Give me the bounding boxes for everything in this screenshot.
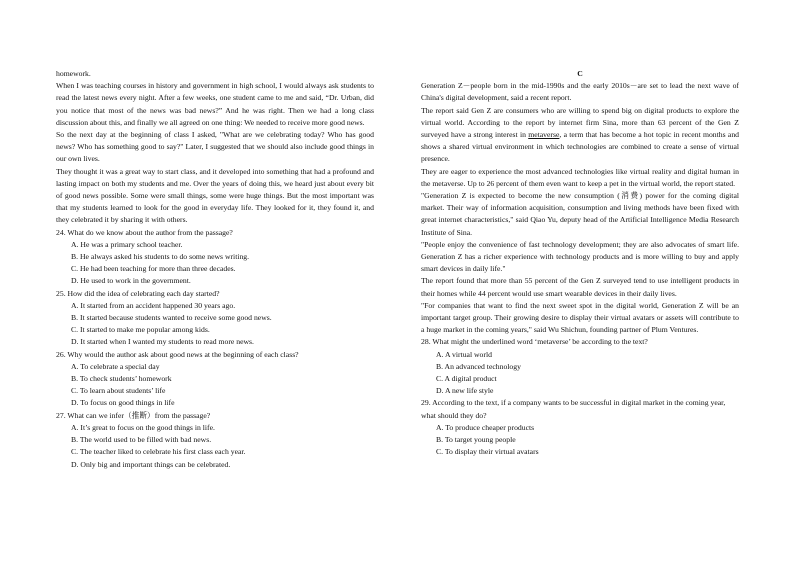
passage-paragraph: They are eager to experience the most advanced technologies like virtual reality and digital human in the metaverse. Up to 26 percent of them even want to keep a pet in the virtual world, the report stated. (421, 166, 739, 188)
section-title: C (577, 69, 583, 78)
question-26-option-d: D. To focus on good things in life (71, 398, 175, 408)
question-26-option-a: A. To celebrate a special day (71, 361, 160, 371)
right-column (421, 68, 739, 459)
question-24-option-d: D. He used to work in the government. (71, 276, 191, 286)
passage-paragraph: homework. (56, 69, 91, 78)
question-25-stem: 25. How did the idea of celebrating each day started? (56, 288, 220, 298)
question-27-option-d: D. Only big and important things can be celebrated. (71, 459, 231, 469)
question-26-option-c: C. To learn about students’ life (71, 386, 166, 396)
left-column (56, 68, 374, 471)
question-25-option-b: B. It started because students wanted to receive some good news. (71, 313, 272, 323)
passage-paragraph: They thought it was a great way to start class, and it developed into something that had a profound and lasting impact on both my students and me. Over the years of doing this, we heard just about every bit of good news possible. Some were small things, some were huge things. But the most important was that my students learned to look for the good in everyday life. They looked for it, they found it, and they celebrated it by sharing it with others. (56, 166, 374, 225)
question-28-option-d: D. A new life style (436, 386, 494, 396)
question-24-option-a: A. He was a primary school teacher. (71, 239, 183, 249)
question-24-stem: 24. What do we know about the author from the passage? (56, 227, 233, 237)
question-24-option-b: B. He always asked his students to do some news writing. (71, 252, 250, 262)
passage-paragraph: "Generation Z is expected to become the new consumption (消费) power for the coming digital market. Their way of information acquisition, consumption and living methods have been fixed with great internet characteristics," said Qiao Yu, deputy head of the Artificial Intelligence Media Research Institute of Sina. (421, 191, 739, 237)
question-26-option-b: B. To check students’ homework (71, 374, 172, 384)
passage-paragraph: The report found that more than 55 percent of the Gen Z surveyed tend to use intelligent products in their homes while 44 percent would use smart wearable devices in their daily lives. (421, 276, 739, 298)
question-24-option-c: C. He had been teaching for more than three decades. (71, 264, 236, 274)
question-27-option-b: B. The world used to be filled with bad news. (71, 435, 212, 445)
question-29-option-c: C. To display their virtual avatars (436, 447, 539, 457)
question-29-option-b: B. To target young people (436, 435, 516, 445)
passage-paragraph (421, 105, 739, 166)
question-28-stem: 28. What might the underlined word ‘metaverse’ be according to the text? (421, 337, 648, 347)
passage-paragraph: When I was teaching courses in history and government in high school, I would always ask students to read the latest news every night. After a few weeks, one student came to me and said, “Dr. Urban, did you notice that most of the news was bad news?” And he was right. Then we had a long class discussion about this, and finally we all agreed on one thing: We needed to receive more good news. (56, 81, 374, 127)
question-25-option-c: C. It started to make me popular among kids. (71, 325, 210, 335)
question-27-option-c: C. The teacher liked to celebrate his first class each year. (71, 447, 246, 457)
passage-paragraph: Generation Z－people born in the mid-1990s and the early 2010s－are set to lead the next wave of China's digital development, said a recent report. (421, 81, 739, 103)
question-28-option-c: C. A digital product (436, 374, 497, 384)
question-26-stem: 26. Why would the author ask about good news at the beginning of each class? (56, 349, 299, 359)
question-29-stem: 29. According to the text, if a company wants to be successful in digital market in the coming year, what should they do? (421, 398, 726, 420)
paragraph-text: The report said Gen Z are consumers who are willing to spend big on digital products to explore the virtual world. According to the report by internet firm Sina, more than 63 percent of the Gen Z surveyed have a strong interest in (421, 105, 739, 140)
question-28-option-a: A. A virtual world (436, 349, 492, 359)
passage-paragraph: "People enjoy the convenience of fast technology development; they are also advocates of smart life. Generation Z has a richer experience with technology products and is more willing to buy and apply smart devices in daily life." (421, 239, 739, 274)
question-25-option-d: D. It started when I wanted my students to read more news. (71, 337, 254, 347)
question-27-stem: 27. What can we infer（推断）from the passage? (56, 410, 211, 420)
underlined-word-metaverse: metaverse (528, 130, 560, 140)
paragraph-text: , a term that has become a hot topic in recent months and shows a shared virtual environment in which technologies are combined to create a sense of virtual presence. (421, 130, 740, 164)
question-29-option-a: A. To produce cheaper products (436, 422, 535, 432)
question-27-option-a: A. It’s great to focus on the good things in life. (71, 422, 215, 432)
passage-paragraph: So the next day at the beginning of class I asked, "What are we celebrating today? Who has good news? Who has something good to say?" Later, I suggested that we should also include good things in our own lives. (56, 130, 374, 164)
question-28-option-b: B. An advanced technology (436, 361, 521, 371)
passage-paragraph: "For companies that want to find the next sweet spot in the digital world, Generation Z will be an important target group. Their growing desire to display their virtual avatars or assets will contribute to a huge market in the coming years," said Wu Shichun, founding partner of Plum Ventures. (421, 300, 739, 335)
question-25-option-a: A. It started from an accident happened 30 years ago. (71, 300, 236, 310)
